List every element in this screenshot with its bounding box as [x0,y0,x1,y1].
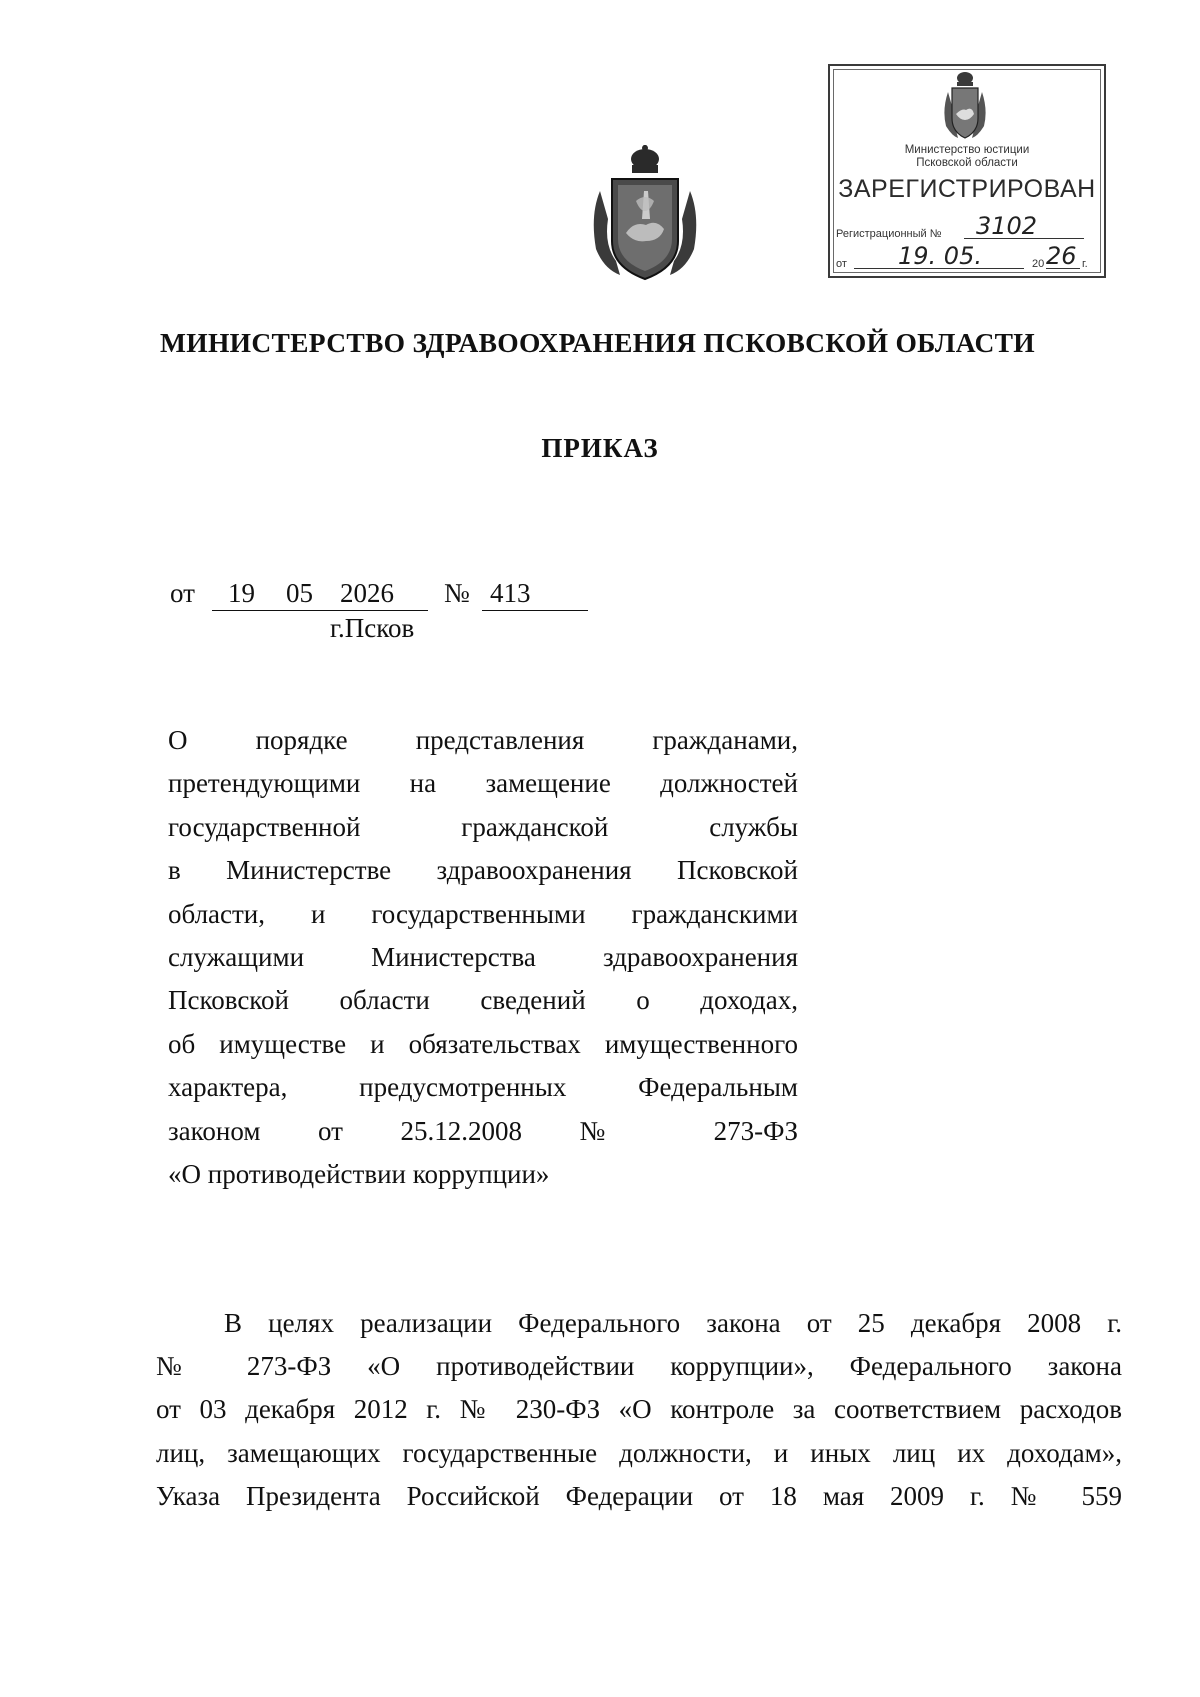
stamp-year-prefix: 20 [1032,258,1045,270]
document-type-title: ПРИКАЗ [541,433,659,463]
body-line: от 03 декабря 2012 г. № 230-ФЗ «О контроле за соответствием расходов [156,1394,1122,1425]
subject-line: об имуществе и обязательствах имущественного [168,1028,798,1059]
order-number-field [482,578,588,611]
order-date-field [212,578,428,611]
subject-line: Псковской области сведений о доходах, [168,985,798,1016]
body-line: В целях реализации Федерального закона от 25 декабря 2008 г. [224,1308,1122,1338]
stamp-year-unit: г. [1082,258,1088,270]
subject-line: государственной гражданской службы [168,811,798,842]
order-number: 413 [490,578,531,608]
order-day: 19 [228,578,255,608]
stamp-date-value: 19. 05. [898,242,982,270]
stamp-date-line [854,242,1024,270]
body-line: № 273-ФЗ «О противодействии коррупции», Федерального закона [156,1351,1122,1382]
subject-line: области, и государственными гражданскими [168,898,798,929]
stamp-reg-number-line [964,212,1084,240]
subject-line: законом от 25.12.2008 № 273-ФЗ [168,1115,798,1146]
body-line: Указа Президента Российской Федерации от 18 мая 2009 г. № 559 [156,1480,1122,1511]
stamp-ministry-line2: Псковской области [916,157,1018,169]
stamp-ministry-name [830,144,1104,170]
stamp-coat-of-arms-icon [942,70,988,140]
stamp-ministry-line1: Министерство юстиции [904,144,1030,156]
stamp-date-label: от [836,258,847,270]
subject-line: претендующими на замещение должностей [168,768,798,799]
subject-line: «О противодействии коррупции» [168,1158,550,1189]
order-number-sign: № [444,578,470,608]
order-subject [168,719,798,1196]
subject-line: в Министерстве здравоохранения Псковской [168,855,798,886]
order-date-prefix: от [170,578,195,608]
order-year: 2026 [340,578,394,608]
subject-line: служащими Министерства здравоохранения [168,941,798,972]
body-paragraph [156,1302,1122,1518]
body-line: лиц, замещающих государственные должности, и иных лиц их доходам», [156,1437,1122,1468]
registration-stamp [828,64,1106,278]
stamp-status: ЗАРЕГИСТРИРОВАН [838,175,1096,203]
stamp-year-suffix: 26 [1046,242,1077,270]
stamp-reg-label: Регистрационный № [836,228,942,240]
subject-line: характера, предусмотренных Федеральным [168,1072,798,1103]
coat-of-arms-emblem [586,145,704,283]
stamp-year-line [1046,242,1080,270]
stamp-reg-number: 3102 [976,212,1038,240]
order-month: 05 [286,578,313,608]
subject-line: О порядке представления гражданами, [168,725,798,755]
order-city: г.Псков [330,613,415,643]
ministry-title: МИНИСТЕРСТВО ЗДРАВООХРАНЕНИЯ ПСКОВСКОЙ ОБЛАСТИ [160,327,1036,358]
